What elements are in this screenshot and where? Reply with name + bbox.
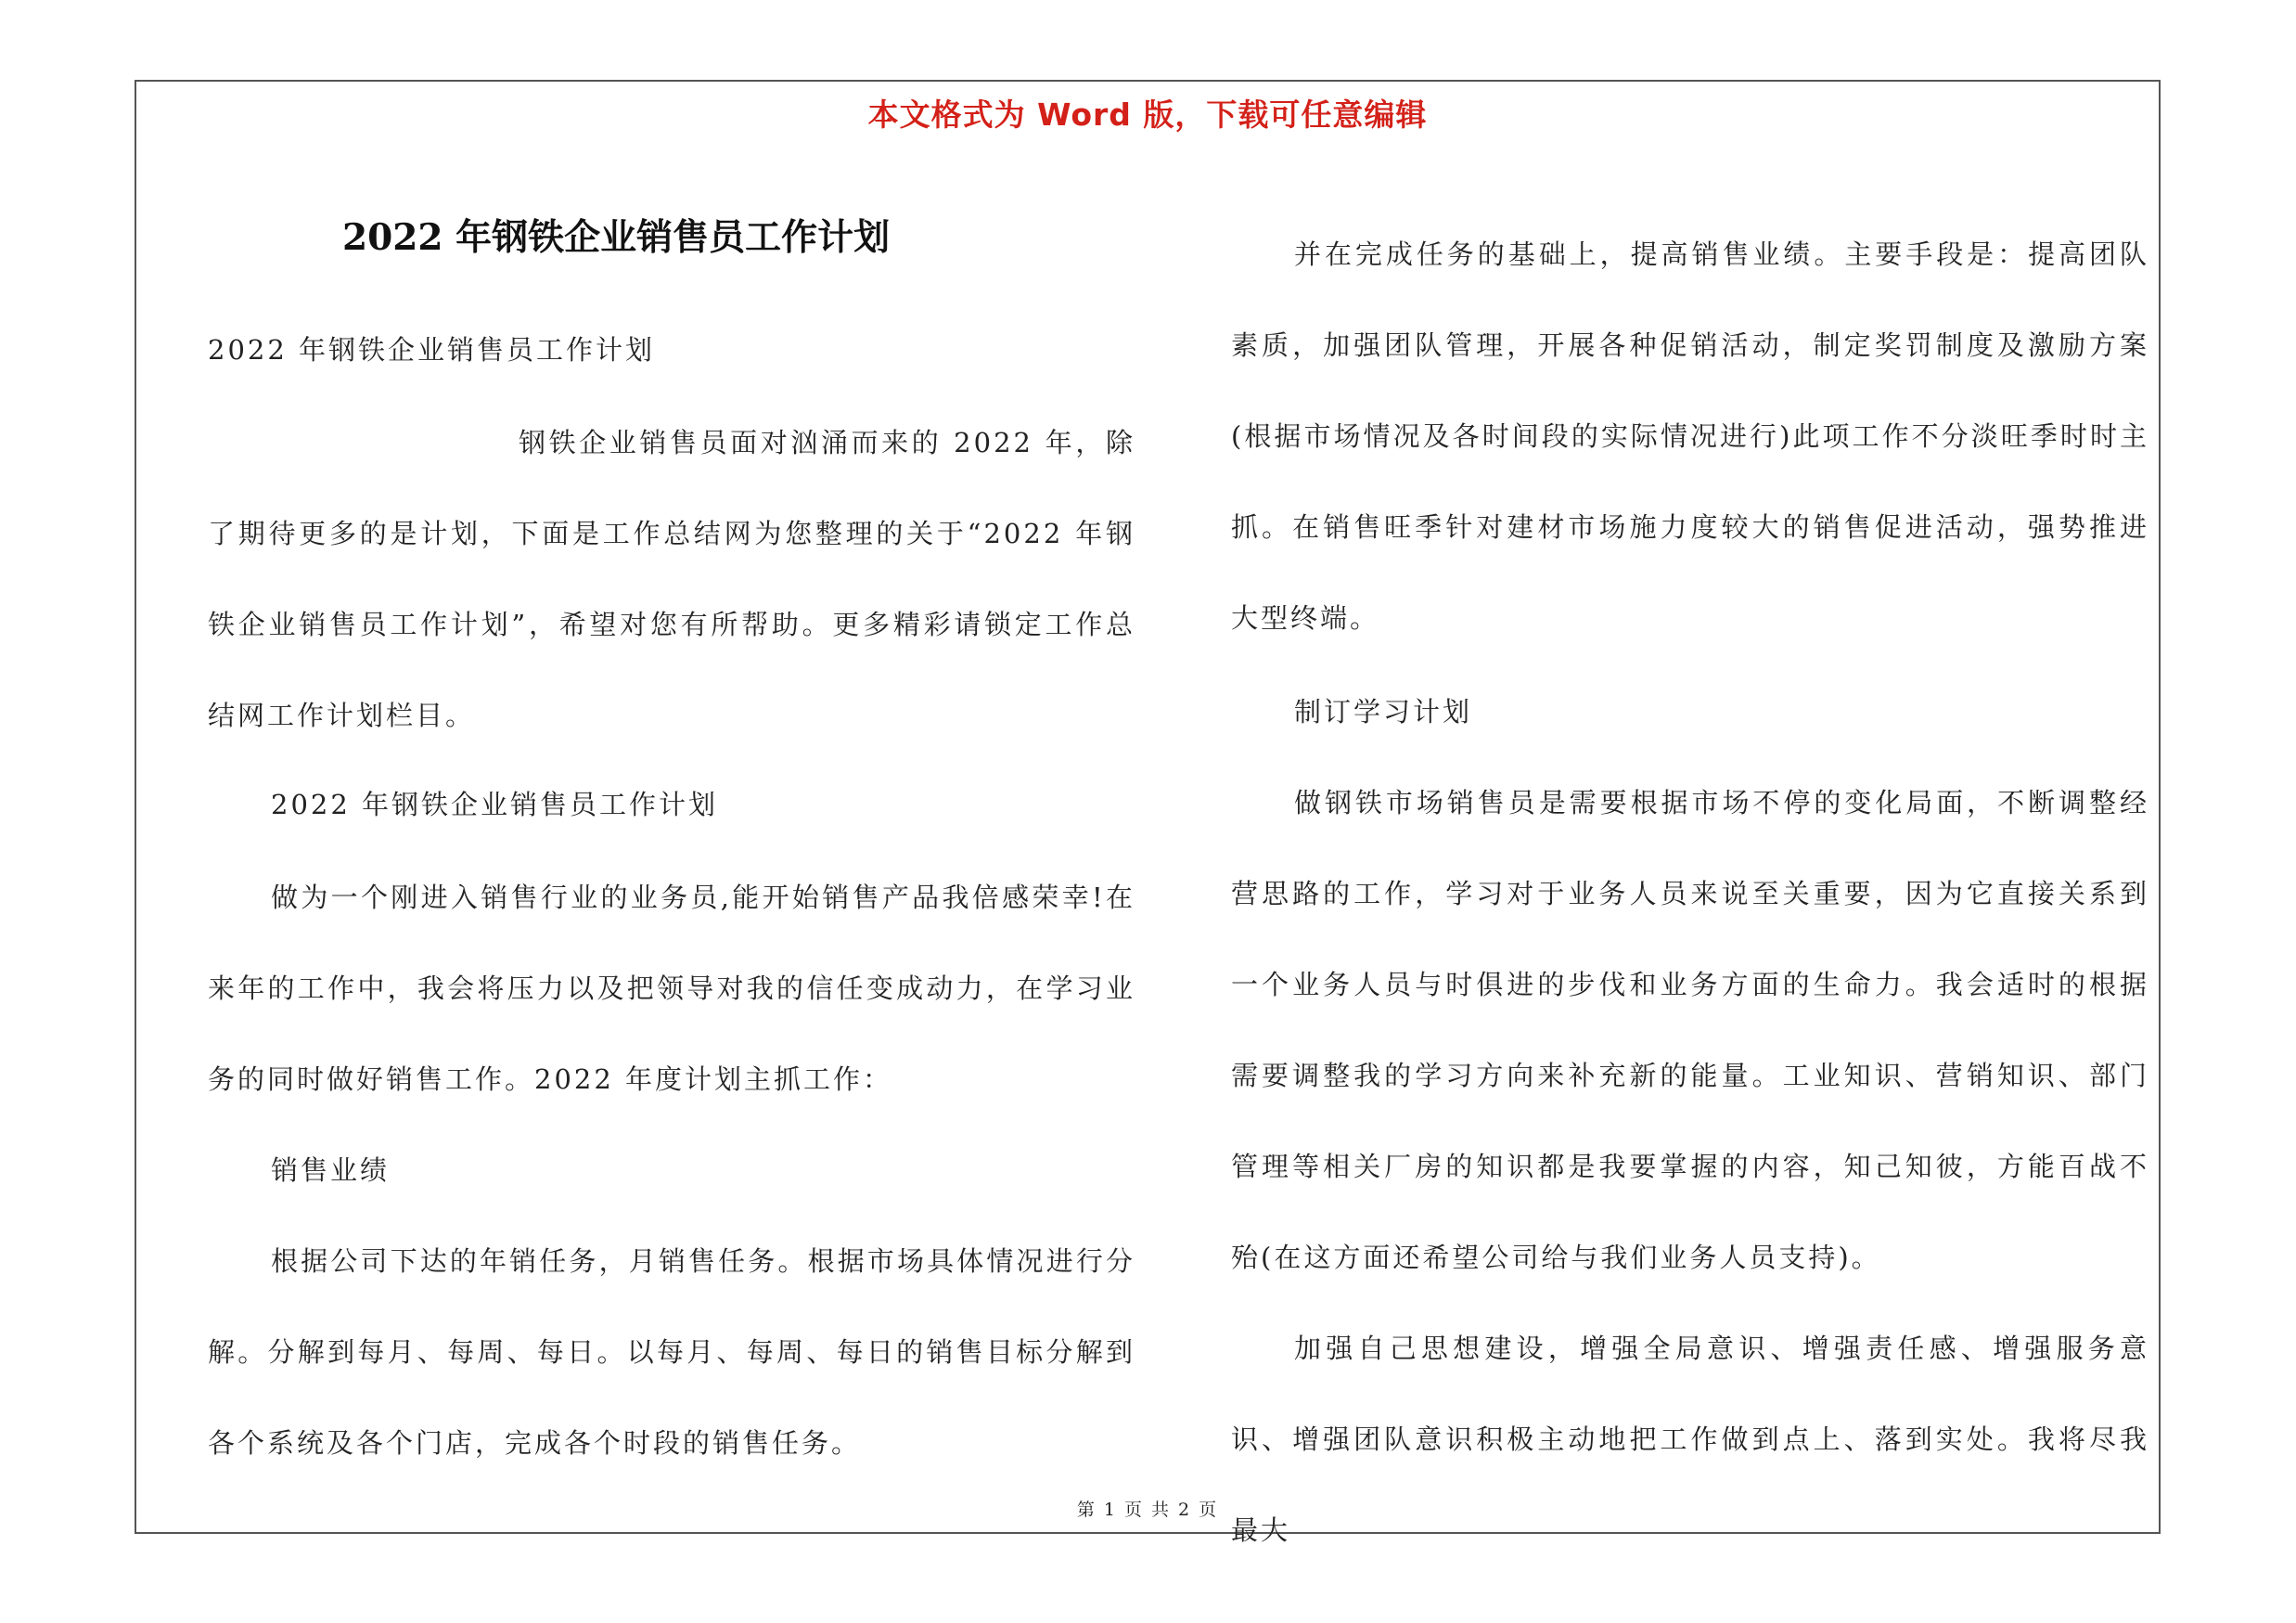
paragraph-subtitle: 2022 年钢铁企业销售员工作计划 [208, 334, 656, 366]
paragraph-new-salesman: 做为一个刚进入销售行业的业务员,能开始销售产品我倍感荣幸!在来年的工作中，我会将压力以及把领导对我的信任变成动力，在学习业务的同时做好销售工作。2022 年度计划主抓工作： [208, 882, 1135, 1095]
paragraph-intro: 钢铁企业销售员面对汹涌而来的 2022 年，除了期待更多的是计划，下面是工作总结网为您整理的关于“2022 年钢铁企业销售员工作计划”，希望对您有所帮助。更多精彩请锁定工作总结网工作计划栏目。 [208, 427, 1135, 731]
paragraph-heading-study: 制订学习计划 [1294, 696, 1473, 728]
paragraph-heading-plan: 2022 年钢铁企业销售员工作计划 [271, 789, 719, 820]
document-page [135, 80, 2161, 1546]
document-title: 2022 年钢铁企业销售员工作计划 [342, 216, 891, 259]
paragraph-heading-sales: 销售业绩 [271, 1154, 391, 1186]
page-footer: 第 1 页 共 2 页 [1076, 1500, 1219, 1520]
format-banner: 本文格式为 Word 版，下载可任意编辑 [867, 97, 1428, 133]
paragraph-sales-tasks: 根据公司下达的年销任务，月销售任务。根据市场具体情况进行分解。分解到每月、每周、每日。以每月、每周、每日的销售目标分解到各个系统及各个门店，完成各个时段的销售任务。 [208, 1245, 1135, 1459]
paragraph-improve-sales: 并在完成任务的基础上，提高销售业绩。主要手段是：提高团队素质，加强团队管理，开展各种促销活动，制定奖罚制度及激励方案(根据市场情况及各时间段的实际情况进行)此项工作不分淡旺季时时主抓。在销售旺季针对建材市场施力度较大的销售促进活动，强势推进大型终端。 [1231, 238, 2149, 634]
paragraph-study-plan: 做钢铁市场销售员是需要根据市场不停的变化局面，不断调整经营思路的工作，学习对于业务人员来说至关重要，因为它直接关系到一个业务人员与时俱进的步伐和业务方面的生命力。我会适时的根据需要调整我的学习方向来补充新的能量。工业知识、营销知识、部门管理等相关厂房的知识都是我要掌握的内容，知己知彼，方能百战不殆(在这方面还希望公司给与我们业务人员支持)。 [1231, 787, 2149, 1273]
paragraph-thought-building: 加强自己思想建设，增强全局意识、增强责任感、增强服务意识、增强团队意识积极主动地把工作做到点上、落到实处。我将尽我最大 [1231, 1333, 2149, 1546]
